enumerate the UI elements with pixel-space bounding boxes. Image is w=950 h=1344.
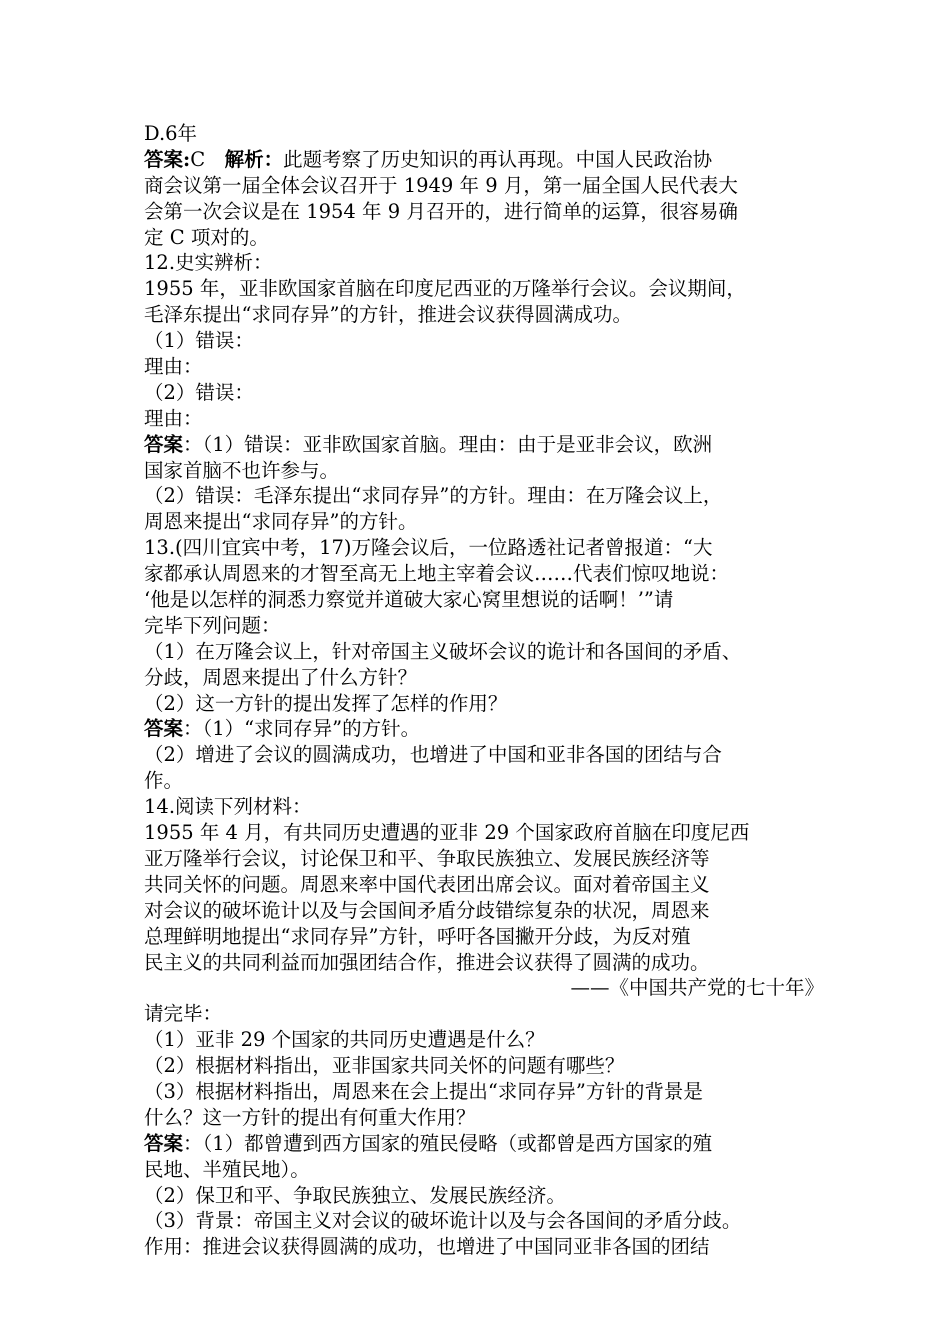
text-line [144, 276, 824, 302]
line-text: 家都承认周恩来的才智至高无上地主宰着会议……代表们惊叹地说： [144, 562, 730, 586]
text-line [144, 199, 824, 225]
text-line [144, 1234, 824, 1260]
text-line [144, 561, 824, 587]
text-line [144, 742, 824, 768]
text-line [144, 535, 824, 561]
text-line [144, 950, 824, 976]
text-line [144, 173, 824, 199]
line-text: 总理鲜明地提出“求同存异”方针，呼吁各国撇开分歧，为反对殖 [144, 924, 691, 948]
text-line [144, 872, 824, 898]
line-text: 定 C 项对的。 [144, 225, 269, 249]
text-line [144, 509, 824, 535]
analysis-label: 解析： [224, 147, 284, 171]
line-text: ：（1）错误：亚非欧国家首脑。理由：由于是亚非会议，欧洲 [183, 432, 713, 456]
line-text: D.6年 [144, 122, 198, 145]
text-line [144, 147, 824, 173]
line-text: 14.阅读下列材料： [144, 795, 312, 819]
line-text: 周恩来提出“求同存异”的方针。 [144, 510, 418, 534]
line-text: 对会议的破坏诡计以及与会国间矛盾分歧错综复杂的状况，周恩来 [144, 898, 710, 922]
line-text: 12.史实辨析： [144, 251, 273, 275]
text-line [144, 846, 824, 872]
line-text: （1）亚非 29 个国家的共同历史遭遇是什么？ [144, 1028, 545, 1052]
text-line [144, 1157, 824, 1183]
text-line [144, 1079, 824, 1105]
text-line [144, 406, 824, 432]
line-text: ——《中国共产党的七十年》 [570, 976, 824, 1000]
text-line [144, 121, 824, 147]
line-text: （3）背景：帝国主义对会议的破坏诡计以及与会各国间的矛盾分歧。 [144, 1209, 742, 1233]
text-line [144, 1208, 824, 1234]
line-text: （2）保卫和平、争取民族独立、发展民族经济。 [144, 1183, 566, 1207]
text-line [144, 691, 824, 717]
text-line [144, 1001, 824, 1027]
text-line [144, 1027, 824, 1053]
line-text: （2）增进了会议的圆满成功，也增进了中国和亚非各国的团结与合 [144, 743, 722, 767]
text-line [144, 613, 824, 639]
line-text: ：（1）都曾遭到西方国家的殖民侵略（或都曾是西方国家的殖 [183, 1131, 713, 1155]
line-text: 亚万隆举行会议，讨论保卫和平、争取民族独立、发展民族经济等 [144, 846, 710, 870]
line-text: 什么？这一方针的提出有何重大作用？ [144, 1105, 476, 1129]
text-line [144, 768, 824, 794]
text-line [144, 820, 824, 846]
text-line [144, 1105, 824, 1131]
line-text: ：（1）“求同存异”的方针。 [183, 717, 421, 741]
text-line [144, 924, 824, 950]
text-line [144, 483, 824, 509]
text-line [144, 665, 824, 691]
text-line [144, 328, 824, 354]
line-text: 会第一次会议是在 1954 年 9 月召开的，进行简单的运算，很容易确 [144, 199, 738, 223]
text-line [144, 794, 824, 820]
text-line [144, 716, 824, 742]
line-text: （2）错误： [144, 380, 254, 404]
text-line [144, 1131, 824, 1157]
answer-label: 答案: [144, 147, 191, 171]
text-line [144, 1053, 824, 1079]
text-line [144, 898, 824, 924]
line-text: 13.(四川宜宾中考，17)万隆会议后，一位路透社记者曾报道：“大 [144, 536, 713, 560]
text-line [144, 225, 824, 251]
text-line [144, 1183, 824, 1209]
line-text: C [190, 147, 225, 171]
text-line [144, 639, 824, 665]
line-text: 共同关怀的问题。周恩来率中国代表团出席会议。面对着帝国主义 [144, 872, 710, 896]
text-line [144, 354, 824, 380]
line-text: （3）根据材料指出，周恩来在会上提出“求同存异”方针的背景是 [144, 1079, 703, 1103]
line-text: 分歧，周恩来提出了什么方针？ [144, 665, 418, 689]
line-text: 完毕下列问题： [144, 613, 281, 637]
text-line [144, 975, 824, 1001]
text-line [144, 250, 824, 276]
line-text: （1）在万隆会议上，针对帝国主义破坏会议的诡计和各国间的矛盾、 [144, 639, 742, 663]
line-text: 请完毕： [144, 1002, 223, 1026]
line-text: 民地、半殖民地）。 [144, 1157, 310, 1181]
analysis-text: 此题考察了历史知识的再认再现。中国人民政治协 [283, 147, 713, 171]
line-text: 理由： [144, 406, 203, 430]
line-text: 作用：推进会议获得圆满的成功，也增进了中国同亚非各国的团结 [144, 1235, 710, 1259]
line-text: （2）这一方针的提出发挥了怎样的作用？ [144, 691, 508, 715]
document-page [144, 121, 824, 1260]
line-text: （2）错误：毛泽东提出“求同存异”的方针。理由：在万隆会议上， [144, 484, 723, 508]
line-text: 国家首脑不也许参与。 [144, 458, 340, 482]
line-text: ‘他是以怎样的洞悉力察觉并道破大家心窝里想说的话啊！’”请 [144, 588, 674, 612]
line-text: 毛泽东提出“求同存异”的方针，推进会议获得圆满成功。 [144, 303, 632, 327]
text-line [144, 587, 824, 613]
text-line [144, 432, 824, 458]
line-text: 民主义的共同利益而加强团结合作，推进会议获得了圆满的成功。 [144, 950, 710, 974]
text-line [144, 380, 824, 406]
answer-label: 答案 [144, 1131, 184, 1155]
line-text: 理由： [144, 355, 203, 379]
line-text: （1）错误： [144, 329, 254, 353]
line-text: 作。 [144, 769, 184, 793]
text-line [144, 302, 824, 328]
line-text: （2）根据材料指出，亚非国家共同关怀的问题有哪些？ [144, 1054, 625, 1078]
line-text: 1955 年，亚非欧国家首脑在印度尼西亚的万隆举行会议。会议期间， [144, 277, 746, 301]
answer-label: 答案 [144, 717, 184, 741]
line-text: 1955 年 4 月，有共同历史遭遇的亚非 29 个国家政府首脑在印度尼西 [144, 821, 750, 845]
text-line [144, 458, 824, 484]
line-text: 商会议第一届全体会议召开于 1949 年 9 月，第一届全国人民代表大 [144, 173, 738, 197]
answer-label: 答案 [144, 432, 184, 456]
